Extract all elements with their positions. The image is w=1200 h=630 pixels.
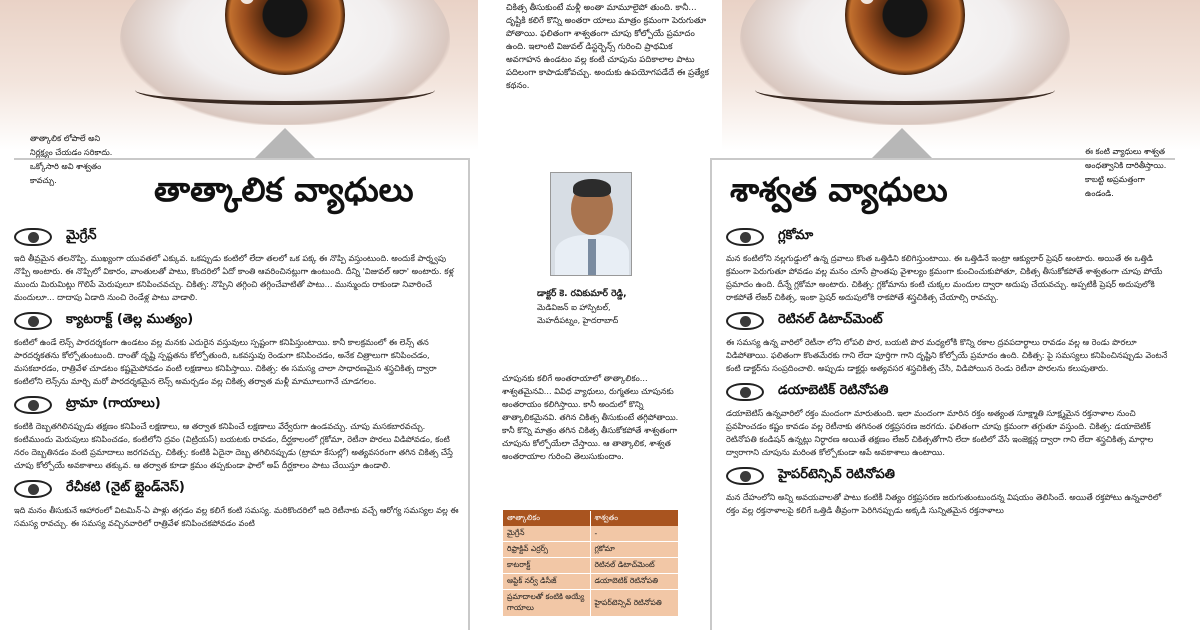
table-cell: రిఫ్రాక్టివ్ ఎర్రర్స్ (503, 542, 591, 557)
doctor-caption (537, 288, 687, 327)
photo-hair (573, 179, 611, 197)
eye-icon (726, 228, 764, 246)
disease-title: గ్లకోమా (778, 228, 814, 243)
table-row (503, 526, 678, 542)
disease-body: ఇది తీవ్రమైన తలనొప్పి. ముఖ్యంగా యువతలో ఎక్కువ. ఒకప్పుడు కంటిలో లేదా తలలో ఒక పక్క ఈ నొప్పి వస్తుంటుంది. అందుకే పార్శ్వపు నొప్పి అంటారు. ఈ నొప్పిలో వికారం, వాంతులతో పాటు, కొందరిలో ఏదో కాంతి ఆవరించినట్లుగా ఉంటుంది. దీన్ని 'విజువల్ ఆరా' అంటారు. కళ్ల ముందు మిరుమిట్లు గొలిపే మెరుపులూ కనిపించవచ్చు. చికిత్స: నొప్పిని తగ్గించి తగ్గించేవాటితో పాటు... మున్ముందు రాకుండా నివారించే మందులూ... దాదాపు ఏడాది నుంచి రెండేళ్ల పాటు వాడాలి. (14, 253, 454, 302)
table-row (503, 590, 678, 617)
disease-title: డయాబెటిక్ రెటినోపతి (778, 383, 889, 398)
disease-retinal-detachment (712, 308, 1175, 375)
disease-diabetic-retinopathy (712, 379, 1175, 459)
disease-body: ఇది మనం తీసుకునే ఆహారంలో విటమిన్-ఏ పాళ్లు తగ్గడం వల్ల కలిగే కంటి సమస్య. మరికొందరిలో ఇది రెటీనాకు వచ్చే ఆరోగ్య సమస్యల వల్ల ఈ సమస్య రావచ్చు. ఈ సమస్య వచ్చినవారిలో రాత్రివేళ కనిపించకపోవడం వంటి (14, 505, 459, 528)
left-side-note: తాత్కాలిక లోపాలే అని నిర్లక్ష్యం చేయడం సరికాదు. ఒక్కోసారి అవి శాశ్వతం కావచ్చు. (30, 134, 113, 185)
disease-heading (712, 463, 1175, 489)
disease-body: మన దేహంలోని అన్ని అవయవాలతో పాటు కంటికీ నిత్యం రక్తప్రసరణ జరుగుతుంటుందన్న విషయం తెలిసిందే. అయితే రక్తపోటు ఉన్నవారిలో రక్తం వల్ల రక్తనాళాలపై కలిగే ఒత్తిడి తీవ్రంగా పెరిగినప్పుడు అక్కడి సున్నితమైన రక్తనాళాలు (726, 492, 1162, 515)
table-cell: - (594, 529, 598, 538)
eye-icon (14, 480, 52, 498)
header-temporary: తాత్కాలికం (503, 511, 591, 526)
table-header (503, 510, 678, 526)
disease-heading (14, 224, 468, 250)
disease-heading (712, 308, 1175, 334)
doctor-photo (550, 172, 632, 276)
table-cell: మైగ్రేన్ (503, 526, 591, 541)
disease-body: డయాబెటిస్ ఉన్నవారిలో రక్తం మందంగా మారుతుంది. ఇలా మందంగా మారిన రక్తం అత్యంత సూక్ష్మాతి సూక్ష్మమైన రక్తనాళాల నుంచి ప్రవహించడం కష్టం కావడం వల్ల రెటీనాకు తగినంత రక్తప్రసరణ జరగదు. ఫలితంగా చూపు క్రమంగా తగ్గుతూ వస్తుంది. చికిత్స: డయాబెటిక్ రెటినోపతి కండిషన్ ఉన్నట్లు నిర్ధారణ అయితే తక్షణం లేజర్ చికిత్సతోగాని లేదా కంటిలో వేసే ఇంజెక్షన్ల ద్వారా గాని లేదా శస్త్రచికిత్స మార్గాల ద్వారాగాని చూపును మరింత కోల్పోకుండా ఆపే అవకాశాలు ఉంటాయి. (726, 408, 1154, 457)
header-permanent: శాశ్వతం (594, 512, 619, 522)
right-eye-image (740, 0, 1070, 125)
right-pointer-triangle (872, 128, 932, 158)
left-pointer-triangle (255, 128, 315, 158)
disease-body: కంటిలో ఉండే లెన్స్ పారదర్శకంగా ఉండటం వల్ల మనకు ఎదురైన వస్తువులు స్పష్టంగా కనిపిస్తుంటాయి. కానీ కాలక్రమంలో ఈ లెన్స్ తన పారదర్శకతను కోల్పోతుంటుంది. దాంతో దృష్టి స్పష్టతను కోల్పోతుంది, ఒకవస్తువు రెండుగా కనిపించడం, అనేక చిత్రాలుగా కనిపించడం, మసకబారడం, రాత్రివేళ చూడటం కష్టమైపోవడం వంటి లక్షణాలు కనిపిస్తాయి. చికిత్స: ఈ సమస్య చాలా సాధారణమైన శస్త్రచికిత్స ద్వారా కంటిలోని లెన్స్‌ను మార్చి మరో పారదర్శకమైన లెన్స్ అమర్చడం వల్ల చికిత్స తర్వాత మళ్లీ మామూలుగానే చూడగలం. (14, 337, 437, 386)
disease-glaucoma (712, 224, 1175, 304)
table-cell: కాటరాక్ట్ (503, 558, 591, 573)
disease-hypertensive-retinopathy (712, 463, 1175, 517)
eye-icon (726, 383, 764, 401)
table-cell: రెటినల్ డిటాచ్‌మెంట్ (594, 560, 655, 569)
table-cell: ప్రమాదాలతో కంటికి అయ్యే గాయాలు (503, 590, 591, 616)
disease-cataract (14, 308, 468, 388)
table-row (503, 558, 678, 574)
permanent-diseases-column (710, 158, 1175, 630)
eye-icon (14, 396, 52, 414)
lash-line (755, 75, 1055, 105)
disease-title: క్యాటరాక్ట్ (తెల్ల ముత్యం) (66, 312, 194, 327)
eye-icon (14, 312, 52, 330)
disease-title: రెటినల్ డిటాచ్‌మెంట్ (778, 312, 883, 327)
middle-column (487, 168, 697, 630)
disease-body: ఈ సమస్య ఉన్న వారిలో రెటీనా లోని లోపలి పొర, బయటి పొర మధ్యలోకి కొన్ని రకాల ద్రవపదార్థాలు రావడం వల్ల ఆ రెండు పొరలూ విడిపోతాయి. ఫలితంగా కొంతమేరకు గాని లేదా పూర్తిగా గాని దృష్టిని కోల్పోయే ప్రమాదం ఉంది. చికిత్స: పై సమస్యలు కనిపించినప్పుడు వెంటనే కంటి డాక్టర్‌ను సంప్రదించాలి. అప్పుడు డాక్టర్లు అత్యవసర శస్త్రచికిత్స చేసి, విడిపోయిన రెండు రెటీనా పొరలను కలుపుతారు. (726, 337, 1168, 373)
disease-night-blindness (14, 476, 468, 530)
eye-icon (726, 467, 764, 485)
intro-text: చికిత్స తీసుకుంటే మళ్లీ అంతా మామూలైపో తుంది. కానీ... దృష్టికి కలిగే కొన్ని అంతరా యాలు మాత్రం క్రమంగా పెరుగుతూ పోతాయి. ఫలితంగా శాశ్వతంగా చూపు కోల్పోయే ప్రమాదం ఉంది. ఇలాంటి విజువల్ డిస్టర్బెన్స్ గురించి ప్రాథమిక అవగాహన ఉండటం వల్ల కంటి చూపును పదికాలాల పాటు పదిలంగా కాపాడుకోవచ్చు. అందుకు ఉపయోగపడేదే ఈ ప్రత్యేక కథనం. (478, 0, 722, 150)
lash-line (135, 75, 435, 105)
table-cell: హైపర్‌టెన్సివ్ రెటినోపతి (594, 597, 662, 607)
disease-heading (14, 476, 468, 502)
disease-migraine (14, 224, 468, 304)
disease-heading (14, 308, 468, 334)
disease-heading (712, 379, 1175, 405)
right-side-note: ఈ కంటి వ్యాధులు శాశ్వత అంధత్వానికి దారితీస్తాయి. కాబట్టి అప్రమత్తంగా ఉండండి. (1085, 147, 1167, 198)
doctor-hospital: మెడివిజన్ ఐ హాస్పిటల్, (537, 303, 611, 312)
doctor-location: మెహదీపట్నం, హైదరాబాద్ (537, 316, 619, 325)
disease-title: రేచీకటి (నైట్ బ్లైండ్‌నెస్) (66, 480, 185, 495)
disease-title: మైగ్రేన్ (66, 228, 97, 243)
eye-icon (726, 312, 764, 330)
disease-heading (14, 392, 468, 418)
temporary-diseases-column (14, 158, 470, 630)
eye-icon (14, 228, 52, 246)
table-row (503, 542, 678, 558)
disease-heading (712, 224, 1175, 250)
doctor-name: డాక్టర్ కె. రవికుమార్ రెడ్డి, (537, 289, 627, 299)
disease-body: కంటికి దెబ్బతగిలినప్పుడు తక్షణం కనిపించే లక్షణాలు, ఆ తర్వాత కనిపించే లక్షణాలు వేర్వేరుగా ఉండవచ్చు. చూపు మసకబారవచ్చు. కంటిముందు మెరుపులు కనిపించడం, కంటిలోని ద్రవం (విట్రియస్) బయటకు రావడం, దీర్ఘకాలంలో గ్లకోమా, రెటీనా పొరలు విడిపోవడం, కంటి నరం దెబ్బతినడం వంటి ప్రమాదాలు జరగవచ్చు. చికిత్స: కంటికి ఏదైనా దెబ్బ తగిలినప్పుడు (ట్రామా కేసుల్లో) అత్యవసరంగా తగిన చికిత్స చేస్తే చూపు కోల్పోయే అవకాశాలు తక్కువ. ఆ తర్వాత కూడా క్రమం తప్పకుండా ఫాలో అప్ దీర్ఘకాలం పాటు చేయిస్తూ ఉండాలి. (14, 421, 453, 470)
comparison-table (503, 510, 678, 617)
disease-title: ట్రామా (గాయాలు) (66, 396, 161, 411)
middle-body-text: చూపునకు కలిగే అంతరాయాలో తాత్కాలికం... శాశ్వతమైనవి... వివిధ వ్యాధులు, రుగ్మతలు చూపునకు అంతరాయం కలిగిస్తాయి. కానీ అందులో కొన్ని తాత్కాలికమైనవి. తగిన చికిత్స తీసుకుంటే తగ్గిపోతాయి. కానీ కొన్ని మాత్రం తగిన చికిత్స తీసుకోకపోతే శాశ్వతంగా చూపును కోల్పోయేలా చేస్తాయి. ఆ తాత్కాలిక, శాశ్వత అంతరాయాల గురించి తెలుసుకుందాం. (502, 373, 679, 461)
table-cell: గ్లకోమా (594, 544, 615, 553)
section-title: శాశ్వత వ్యాధులు (730, 170, 948, 209)
section-title: తాత్కాలిక వ్యాధులు (154, 170, 414, 209)
photo-tie (588, 239, 596, 276)
left-eye-image (120, 0, 450, 125)
table-row (503, 574, 678, 590)
disease-trauma (14, 392, 468, 472)
table-cell: డయాబెటిక్ రెటినోపతి (594, 576, 658, 585)
table-cell: ఆప్టిక్ నర్వ్ డిసీజ్ (503, 574, 591, 589)
disease-body: మన కంటిలోని నల్లగుడ్డులో ఉన్న ద్రవాలు కొంత ఒత్తిడిని కలిగిస్తుంటాయి. ఈ ఒత్తిడినే ఇంట్రా ఆక్యులార్ ప్రెషర్ అంటారు. అయితే ఈ ఒత్తిడి క్రమంగా పెరుగుతూ పోవడం వల్ల మనం చూసే ప్రాంతపు వైశాల్యం క్రమంగా కుంచించుకుపోతూ, చికిత్స తీసుకోకపోతే శాశ్వతంగా చూపు పోయే ప్రమాదం ఉంది. దీన్నే గ్లకోమా అంటారు. చికిత్స: గ్లకోమాను కంటి చుక్కల మందుల ద్వారా అదుపు చేయవచ్చు. అప్పటికీ ప్రెషర్ అదుపులోకి రాకపోతే లేజర్ చికిత్స, ఇంకా ప్రెషర్ అదుపులోకి రాకపోతే శస్త్రచికిత్స చేయాల్సి రావచ్చు. (726, 253, 1163, 302)
disease-title: హైపర్‌టెన్సివ్ రెటినోపతి (778, 467, 895, 482)
